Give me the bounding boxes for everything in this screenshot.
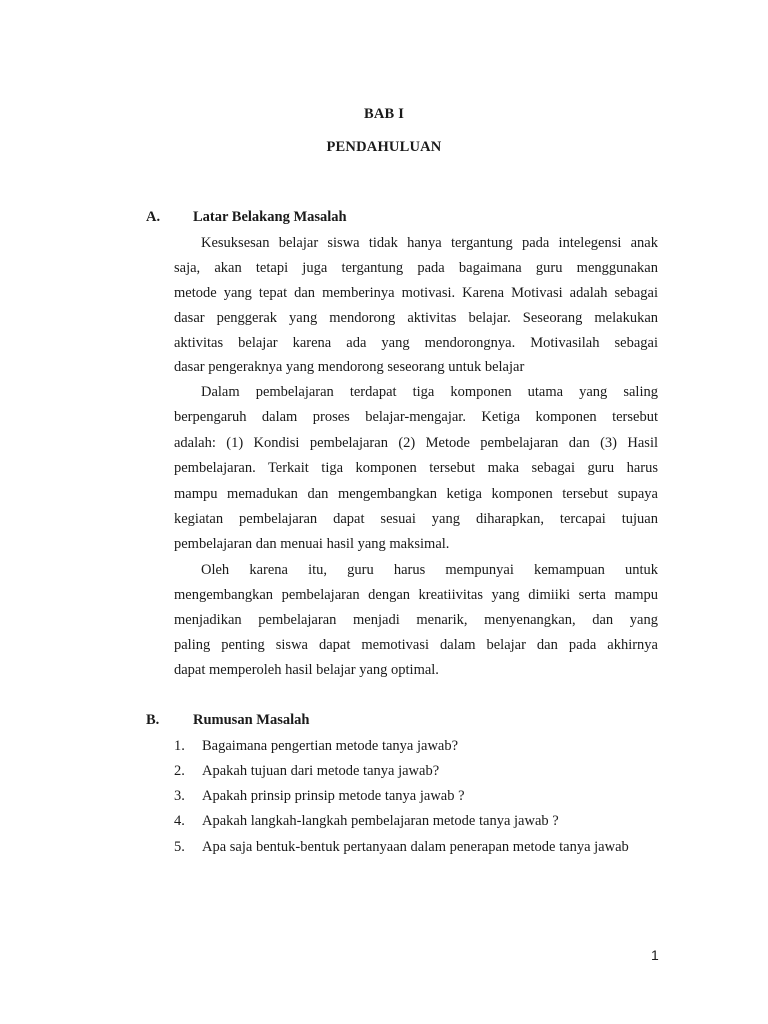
paragraph-line: saja, akan tetapi juga tergantung pada bagaimana guru menggunakan bbox=[174, 260, 658, 276]
paragraph-line: aktivitas belajar karena ada yang mendorongnya. Motivasilah sebagai bbox=[174, 335, 658, 351]
paragraph-line: metode yang tepat dan memberinya motivasi. Karena Motivasi adalah sebagai bbox=[174, 285, 658, 301]
list-item-number: 4. bbox=[174, 813, 185, 829]
paragraph-line: pembelajaran. Terkait tiga komponen tersebut maka sebagai guru harus bbox=[174, 460, 658, 476]
list-item-number: 1. bbox=[174, 738, 185, 754]
paragraph-line: kegiatan pembelajaran dapat sesuai yang diharapkan, tercapai tujuan bbox=[174, 511, 658, 527]
list-item: Apakah prinsip prinsip metode tanya jawab ? bbox=[202, 788, 465, 804]
section-b-letter: B. bbox=[146, 712, 160, 728]
section-a-letter: A. bbox=[146, 209, 161, 225]
page-number: 1 bbox=[651, 947, 659, 963]
list-item: Bagaimana pengertian metode tanya jawab? bbox=[202, 738, 459, 754]
list-item-number: 2. bbox=[174, 763, 185, 779]
paragraph-line: pembelajaran dan menuai hasil yang maksimal. bbox=[174, 536, 450, 552]
paragraph-line: berpengaruh dalam proses belajar-mengajar. Ketiga komponen tersebut bbox=[174, 409, 658, 425]
paragraph-line: paling penting siswa dapat memotivasi dalam belajar dan pada akhirnya bbox=[174, 637, 658, 653]
list-item: Apakah tujuan dari metode tanya jawab? bbox=[202, 763, 440, 779]
paragraph-line: mampu memadukan dan mengembangkan ketiga komponen tersebut supaya bbox=[174, 486, 658, 502]
list-item-number: 5. bbox=[174, 839, 185, 855]
section-a-title: Latar Belakang Masalah bbox=[193, 209, 347, 225]
paragraph-line: mengembangkan pembelajaran dengan kreatiivitas yang dimiiki serta mampu bbox=[174, 587, 658, 603]
section-b-title: Rumusan Masalah bbox=[193, 712, 310, 728]
paragraph-line: adalah: (1) Kondisi pembelajaran (2) Metode pembelajaran dan (3) Hasil bbox=[174, 435, 658, 451]
list-item: Apa saja bentuk-bentuk pertanyaan dalam penerapan metode tanya jawab bbox=[202, 839, 629, 855]
chapter-number: BAB I bbox=[363, 106, 405, 122]
paragraph-line: dapat memperoleh hasil belajar yang optimal. bbox=[174, 662, 439, 678]
list-item-number: 3. bbox=[174, 788, 185, 804]
paragraph-line: Dalam pembelajaran terdapat tiga komponen utama yang saling bbox=[201, 384, 658, 400]
list-item: Apakah langkah-langkah pembelajaran metode tanya jawab ? bbox=[202, 813, 559, 829]
paragraph-line: menjadikan pembelajaran menjadi menarik, menyenangkan, dan yang bbox=[174, 612, 658, 628]
paragraph-line: Kesuksesan belajar siswa tidak hanya tergantung pada intelegensi anak bbox=[201, 235, 658, 251]
paragraph-line: dasar penggerak yang mendorong aktivitas belajar. Seseorang melakukan bbox=[174, 310, 658, 326]
chapter-title: PENDAHULUAN bbox=[326, 139, 442, 155]
paragraph-line: dasar pengeraknya yang mendorong seseorang untuk belajar bbox=[174, 359, 525, 375]
paragraph-line: Oleh karena itu, guru harus mempunyai kemampuan untuk bbox=[201, 562, 658, 578]
